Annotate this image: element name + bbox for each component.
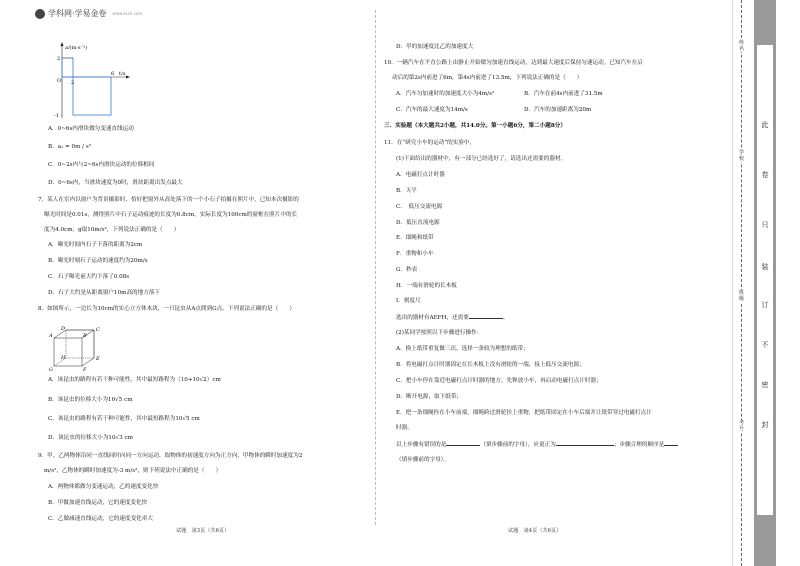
step-b: B．将电磁打点计时器固定在长木板上没有滑轮的一端，接上低压交流电源；: [396, 362, 585, 368]
q7-stem-line1: 7．某人在室内以窗户为背景摄影时，恰好把窗外从高处落下的一个小石子拍摄在照片中，已知本次摄影的: [38, 197, 299, 203]
q10-option-c: C．汽车的最大速度为14m/s: [396, 107, 468, 113]
step-c: C．把小车停在靠近电磁打点计时器的地方，先释放小车，再启动电磁打点计时器；: [396, 378, 602, 384]
cube-label-H: H: [61, 355, 66, 361]
binding-separator: [732, 0, 733, 566]
q6-option-a: A．0~6s内滑块做匀变速直线运动: [48, 126, 134, 132]
binding-label-class: 班级: [738, 290, 744, 302]
q9-option-c: C．乙做减速直线运动，它的速度变化率大: [48, 516, 153, 522]
q8-stem: 8．如图所示，一边长为10cm的实心立方体木块，一只昆虫从A点爬到G点。下列说法正确的是（ ）: [38, 306, 295, 312]
q7-stem-line2: 曝光时间是0.01s，测得照片中石子运动痕迹的长度为0.8cm，实际长度为100cm的窗框在照片中的长: [44, 212, 298, 218]
q7-option-c: C．石子曝光前大约下落了0.08s: [48, 274, 130, 280]
q9-stem-line2: m/s²，乙物体的瞬时加速度为-3 m/s²，则下列说法中正确的是（ ）: [44, 468, 222, 474]
seal-band: [754, 0, 776, 566]
q7-stem-line3: 度为4.0cm。g取10m/s²，下列说法正确的是（ ）: [44, 227, 180, 233]
q9-option-d: D．甲的加速度比乙的加速度大: [396, 44, 474, 50]
q11-part1-blank[interactable]: [469, 313, 503, 319]
seal-char-5: 订: [761, 301, 769, 309]
header-logo: [35, 8, 142, 19]
logo-text: 学科网·学易金卷: [48, 9, 107, 18]
q8-option-a: A．该昆虫的路程有若干种可能性，其中最短路程为（10+10√2）cm: [48, 377, 221, 383]
graph-tick-y-2: 2: [57, 56, 61, 62]
q6-option-d: D．0~6s内，当滑块速度为0时，滑块距离出发点最大: [48, 180, 183, 186]
q10-option-b: B．汽车在前4s内前进了31.5m: [524, 91, 603, 97]
graph-origin-label: O: [57, 78, 62, 84]
logo-icon: [35, 9, 45, 19]
cube-label-A: A: [49, 333, 53, 339]
equip-d: D．低压直流电源: [396, 220, 440, 226]
q7-option-a: A．曝光时间内石子下落的距离为2cm: [48, 242, 143, 248]
q10-stem-line2: 动后的第2s内前进了6m，第4s内前进了13.5m，下列说法正确的是（ ）: [392, 75, 583, 81]
seal-char-3: 只: [761, 221, 769, 229]
seal-band-inner: [757, 45, 773, 515]
footer-page-3: 试题 第3页（共6页）: [176, 528, 230, 534]
q11-part2-prompt3: ；步骤合理的顺序是: [613, 442, 665, 448]
binding-label-name: 姓名: [738, 40, 744, 52]
cube-label-D: D: [61, 326, 66, 332]
q9-option-b: B．甲做加速直线运动，它的速度变化快: [48, 500, 148, 506]
graph-tick-y-neg1: -1: [54, 113, 59, 119]
q11-order-blank[interactable]: [664, 440, 678, 446]
step-a: A．换上纸带重复做三次，选择一条较为理想的纸带；: [396, 346, 529, 352]
binding-label-number: 考号: [738, 420, 744, 432]
acceleration-time-graph: [48, 42, 133, 120]
cube-figure: [48, 326, 108, 371]
q10-option-a: A．汽车匀加速时的加速度大小为4m/s²: [396, 91, 495, 97]
equip-h: H．一端有滑轮的长木板: [396, 283, 457, 289]
equip-b: B．天平: [396, 188, 417, 194]
q6-option-b: B．a₁ = 0m / s²: [48, 144, 91, 150]
q11-stem: 11．在“研究小车的运动”的实验中，: [384, 140, 476, 146]
q11-part1-stem: (1)下面给出的器材中，有一部分已经选好了，请选出还需要的器材。: [396, 156, 567, 162]
q8-option-b: B．该昆虫的位移大小为10√5 cm: [48, 397, 133, 403]
q11-part1-prompt: 选出的器材有AEFH，还需要: [396, 315, 469, 321]
cube-label-B: B: [83, 333, 87, 339]
equip-i: I．刻度尺: [396, 298, 421, 304]
q11-part1-answer: 选出的器材有AEFH，还需要 。: [396, 315, 509, 321]
cube-label-E: E: [96, 356, 100, 362]
seal-char-1: 此: [761, 121, 769, 129]
equip-e: E．细绳和纸带: [396, 235, 434, 241]
footer-page-4: 试题 第4页（共6页）: [508, 528, 562, 534]
q10-stem-line1: 10．一辆汽车在平直公路上由静止开始做匀加速直线运动，达到最大速度后保持匀速运动。已知汽车在启: [384, 60, 643, 66]
step-d: D．断开电源，取下纸带；: [396, 394, 463, 400]
q11-part2-tail: （填步骤前的字母）。: [396, 457, 450, 463]
equip-c: C． 低压交流电源: [396, 204, 443, 210]
graph-x-label: t/s: [119, 71, 126, 77]
section3-heading: 三．实验题（本大题共2小题，共14.0分。第一小题6分，第二小题8分）: [384, 123, 566, 129]
q8-option-d: D．该昆虫的位移大小为10√3 cm: [48, 435, 133, 441]
q8-option-c: C．该昆虫的路程有若干种可能性，其中最短路程为10√5 cm: [48, 416, 200, 422]
q11-part2-answer: [396, 440, 678, 449]
seal-char-6: 不: [761, 341, 769, 349]
q11-correction-blank[interactable]: [556, 440, 614, 446]
q7-option-d: D．石子大约是从距离窗户10m高的地方落下: [48, 290, 161, 296]
q10-option-d: D．汽车的加速距离为20m: [524, 107, 592, 113]
seal-char-2: 卷: [761, 171, 769, 179]
graph-tick-x-6: 6: [111, 71, 115, 77]
q7-option-b: B．曝光时刻石子运动的速度约为20m/s: [48, 258, 148, 264]
graph-y-label: a/(m·s⁻²): [65, 45, 88, 51]
step-e-line1: E．把一条细绳拴在小车前端，细绳跨过滑轮挂上重物，把纸带固定在小车后端并让纸带穿过电磁打点计: [396, 410, 652, 416]
binding-label-school: 学校: [738, 150, 744, 162]
binding-dashed-line: [741, 0, 742, 566]
q9-stem-line1: 9．甲、乙两物体沿同一直线同时向同一方向运动，取物体的初速度方向为正方向，甲物体的瞬时加速度为2: [38, 453, 303, 459]
q9-option-a: A．两物体都做匀变速运动，乙的速度变化快: [48, 484, 159, 490]
cube-label-F: F: [83, 367, 87, 371]
column-divider: [375, 10, 376, 525]
equip-g: G．秒表: [396, 267, 418, 273]
equip-f: F．重物和小车: [396, 251, 434, 257]
q11-part2-prompt1: 以上步骤有错误的是: [396, 442, 447, 448]
logo-subtext: www.zxxk.com: [112, 11, 143, 16]
q11-part2-prompt2: （填步骤前的字母），应更正为: [480, 442, 556, 448]
graph-tick-x-2: 2: [71, 80, 75, 86]
seal-char-4: 装: [761, 263, 769, 271]
q11-error-blank[interactable]: [446, 440, 480, 446]
q6-option-c: C．0~2s内与2~6s内滑块运动的位移相同: [48, 162, 155, 168]
cube-label-G: G: [49, 367, 53, 371]
q11-part2-stem: (2)某同学按照以下步骤进行操作：: [396, 330, 483, 336]
cube-label-C: C: [96, 327, 100, 333]
seal-char-7: 密: [761, 381, 769, 389]
step-e-line2: 时器。: [396, 425, 413, 431]
seal-char-8: 封: [761, 421, 769, 429]
equip-a: A．电磁打点计时器: [396, 172, 445, 178]
